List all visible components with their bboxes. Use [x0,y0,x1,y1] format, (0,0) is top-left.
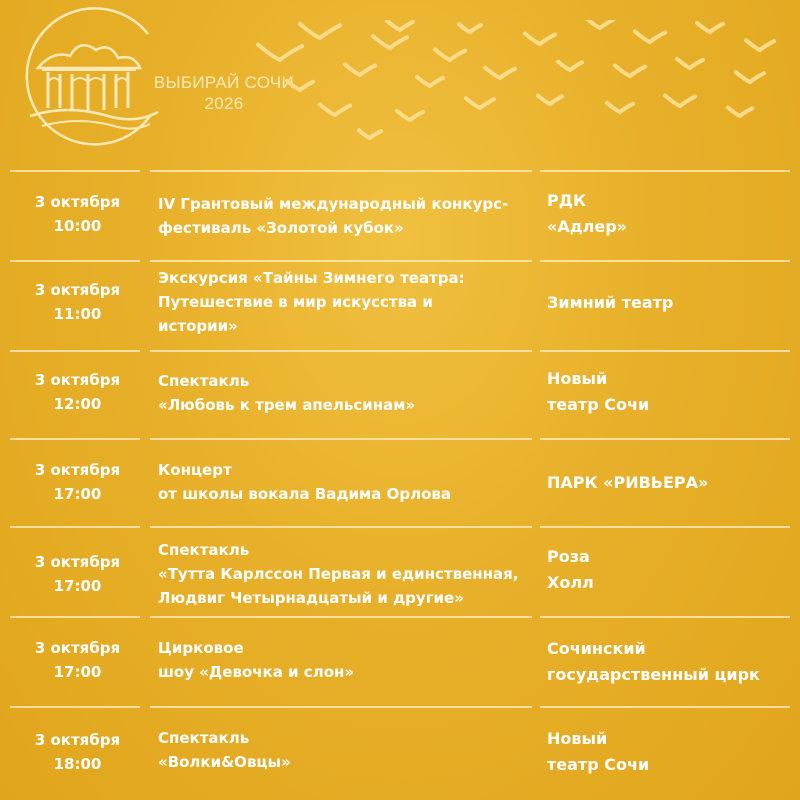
event-title-line: «Волки&Овцы» [158,753,291,771]
seagull-shape [300,24,340,38]
event-venue-line: Сочинский [547,639,646,658]
event-title [158,636,538,684]
event-venue [547,188,797,240]
event-title [158,369,538,417]
seagull-shape [359,130,381,138]
row-divider [540,170,790,172]
seagull-shape [397,111,423,120]
event-datetime [10,458,145,506]
event-title-line: «Тутта Карлссон Первая и единственная, [158,565,519,583]
event-title-line: Спектакль [158,729,250,747]
seagull-shape [558,62,582,70]
event-title-line: «Любовь к трем апельсинам» [158,396,416,414]
event-venue [547,470,797,496]
event-title-line: Спектакль [158,541,250,559]
row-divider [150,170,532,172]
event-venue-line: РДК [547,191,587,210]
row-divider [10,616,140,618]
seagull-shape [736,72,764,82]
event-title [158,458,538,506]
event-date: 3 октября [34,371,121,389]
event-title-line: фестиваль «Золотой кубок» [158,219,404,237]
event-time: 17:00 [53,577,102,595]
event-time: 17:00 [53,663,102,681]
event-title-line: Концерт [158,461,232,479]
event-date: 3 октября [34,281,121,299]
row-divider [10,170,140,172]
row-divider [540,260,790,262]
event-title [158,726,538,774]
arches-logo-icon [8,4,168,164]
event-title-line: Путешествие в мир искусства и [158,293,433,311]
row-divider [540,438,790,440]
event-date: 3 октября [34,731,121,749]
seagull-shape [417,77,443,86]
seagull-shape [587,20,613,28]
row-divider [10,260,140,262]
event-title [158,192,538,240]
brand-title: ВЫБИРАЙ СОЧИ [153,73,295,92]
row-divider [150,350,532,352]
event-venue [547,726,797,778]
row-divider [10,350,140,352]
event-title-line: от школы вокала Вадима Орлова [158,485,452,503]
event-venue-line: Зимний театр [547,293,674,312]
event-title-line: Спектакль [158,372,250,390]
event-title-line: IV Грантовый международный конкурс- [158,195,509,213]
event-title-line: истории» [158,317,238,335]
event-venue-line: Роза [547,547,590,566]
seagull-shape [435,50,465,61]
event-title-line: Экскурсия «Тайны Зимнего театра: [158,269,465,287]
event-title-line: Цирковое [158,639,244,657]
event-title [158,266,538,338]
seagull-shape [746,40,774,50]
seagull-shape [258,45,302,60]
seagull-shape [345,65,375,76]
brand-year: 2026 [204,94,244,113]
seagull-shape [485,68,515,79]
row-divider [540,616,790,618]
event-venue-line: Новый [547,729,608,748]
seagull-shape [459,24,481,32]
row-divider [540,350,790,352]
event-datetime [10,728,145,776]
event-time: 12:00 [53,395,102,413]
row-divider [10,438,140,440]
seagull-shape [728,108,752,116]
event-venue-line: Новый [547,369,608,388]
event-title [158,538,538,610]
event-time: 17:00 [53,485,102,503]
seagull-shape [538,96,562,104]
row-divider [150,526,532,528]
event-venue-line: «Адлер» [547,217,627,236]
seagulls-decoration-icon [240,20,800,150]
seagull-shape [387,21,413,30]
seagull-shape [320,105,350,116]
row-divider [540,526,790,528]
event-datetime [10,278,145,326]
row-divider [150,706,532,708]
event-datetime [10,190,145,238]
event-date: 3 октября [34,553,121,571]
event-venue [547,636,797,688]
event-time: 11:00 [53,305,102,323]
event-venue-line: государственный цирк [547,665,760,684]
row-divider [150,438,532,440]
event-venue [547,544,797,596]
row-divider [150,616,532,618]
row-divider [10,706,140,708]
row-divider [10,526,140,528]
event-time: 18:00 [53,755,102,773]
event-date: 3 октября [34,193,121,211]
seagull-shape [466,98,494,108]
event-date: 3 октября [34,461,121,479]
seagull-shape [635,32,665,43]
event-datetime [10,636,145,684]
event-venue-line: театр Сочи [547,755,650,774]
seagull-shape [677,59,703,68]
event-venue-line: театр Сочи [547,395,650,414]
seagull-shape [373,36,407,48]
seagull-shape [697,23,723,32]
event-title-line: Людвиг Четырнадцатый и другие» [158,589,464,607]
seagull-shape [525,34,555,45]
event-date: 3 октября [34,639,121,657]
seagull-shape [287,81,313,90]
event-venue-line: Холл [547,573,594,592]
seagull-shape [665,96,695,107]
event-venue [547,366,797,418]
seagull-shape [615,66,645,77]
event-venue [547,290,797,316]
row-divider [540,706,790,708]
event-datetime [10,368,145,416]
event-datetime [10,550,145,598]
event-venue-line: ПАРК «РИВЬЕРА» [547,473,709,492]
event-title-line: шоу «Девочка и слон» [158,663,355,681]
seagull-shape [607,103,633,112]
event-time: 10:00 [53,217,102,235]
row-divider [150,260,532,262]
